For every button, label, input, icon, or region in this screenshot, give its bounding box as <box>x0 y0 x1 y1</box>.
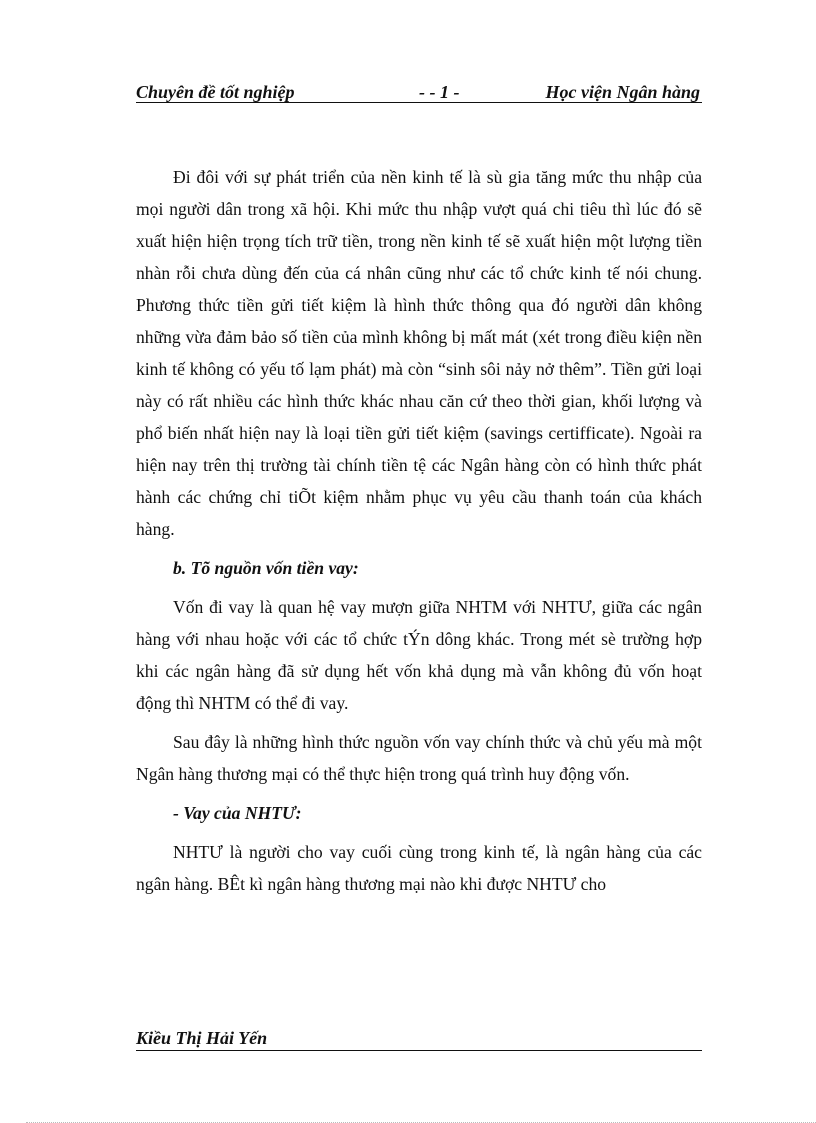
paragraph-borrowing-forms: Sau đây là những hình thức nguồn vốn vay chính thức và chủ yếu mà một Ngân hàng thương mại có thể thực hiện trong quá trình huy động vốn. <box>136 732 702 784</box>
header-document-type: Chuyên đề tốt nghiệp <box>136 82 295 102</box>
footer-author: Kiều Thị Hải Yến <box>136 1028 268 1048</box>
paragraph-borrowed-funds: Vốn đi vay là quan hệ vay mượn giữa NHTM với NHTƯ, giữa các ngân hàng với nhau hoặc với các tổ chức tÝn dông khác. Trong mét sè trường hợp khi các ngân hàng đã sử dụng hết vốn khả dụng mà vẫn không đủ vốn hoạt động thì NHTM có thể đi vay. <box>136 597 702 713</box>
page-body <box>136 161 702 900</box>
paragraph-central-bank: NHTƯ là người cho vay cuối cùng trong kinh tế, là ngân hàng của các ngân hàng. BÊt kì ngân hàng thương mại nào khi được NHTƯ cho <box>136 842 702 894</box>
section-heading-borrowed-funds: b. Tõ nguồn vốn tiền vay: <box>173 558 359 578</box>
header-page-number: - - 1 - <box>419 82 460 102</box>
paragraph-savings-deposits: Đi đôi với sự phát triển của nền kinh tế là sù gia tăng mức thu nhập của mọi người dân trong xã hội. Khi mức thu nhập vượt quá chi tiêu thì lúc đó sẽ xuất hiện hiện trọng tích trữ tiền, trong nền kinh tế sẽ xuất hiện một lượng tiền nhàn rỗi chưa dùng đến của cá nhân cũng như các tổ chức kinh tế nói chung. Phương thức tiền gửi tiết kiệm là hình thức thông qua đó người dân không những vừa đảm bảo số tiền của mình không bị mất mát (xét trong điều kiện nền kinh tế không có yếu tố lạm phát) mà còn “sinh sôi nảy nở thêm”. Tiền gửi loại này có rất nhiều các hình thức khác nhau căn cứ theo thời gian, khối lượng và phổ biến nhất hiện nay là loại tiền gửi tiết kiệm (savings certifficate). Ngoài ra hiện nay trên thị trường tài chính tiền tệ các Ngân hàng còn có hình thức phát hành các chứng chỉ tiÕt kiệm nhằm phục vụ yêu cầu thanh toán của khách hàng. <box>136 167 702 539</box>
header-institution: Học viện Ngân hàng <box>545 82 700 102</box>
page-footer <box>136 1028 702 1051</box>
page-header <box>136 80 702 103</box>
section-heading-central-bank-loans: - Vay của NHTƯ: <box>173 803 302 823</box>
